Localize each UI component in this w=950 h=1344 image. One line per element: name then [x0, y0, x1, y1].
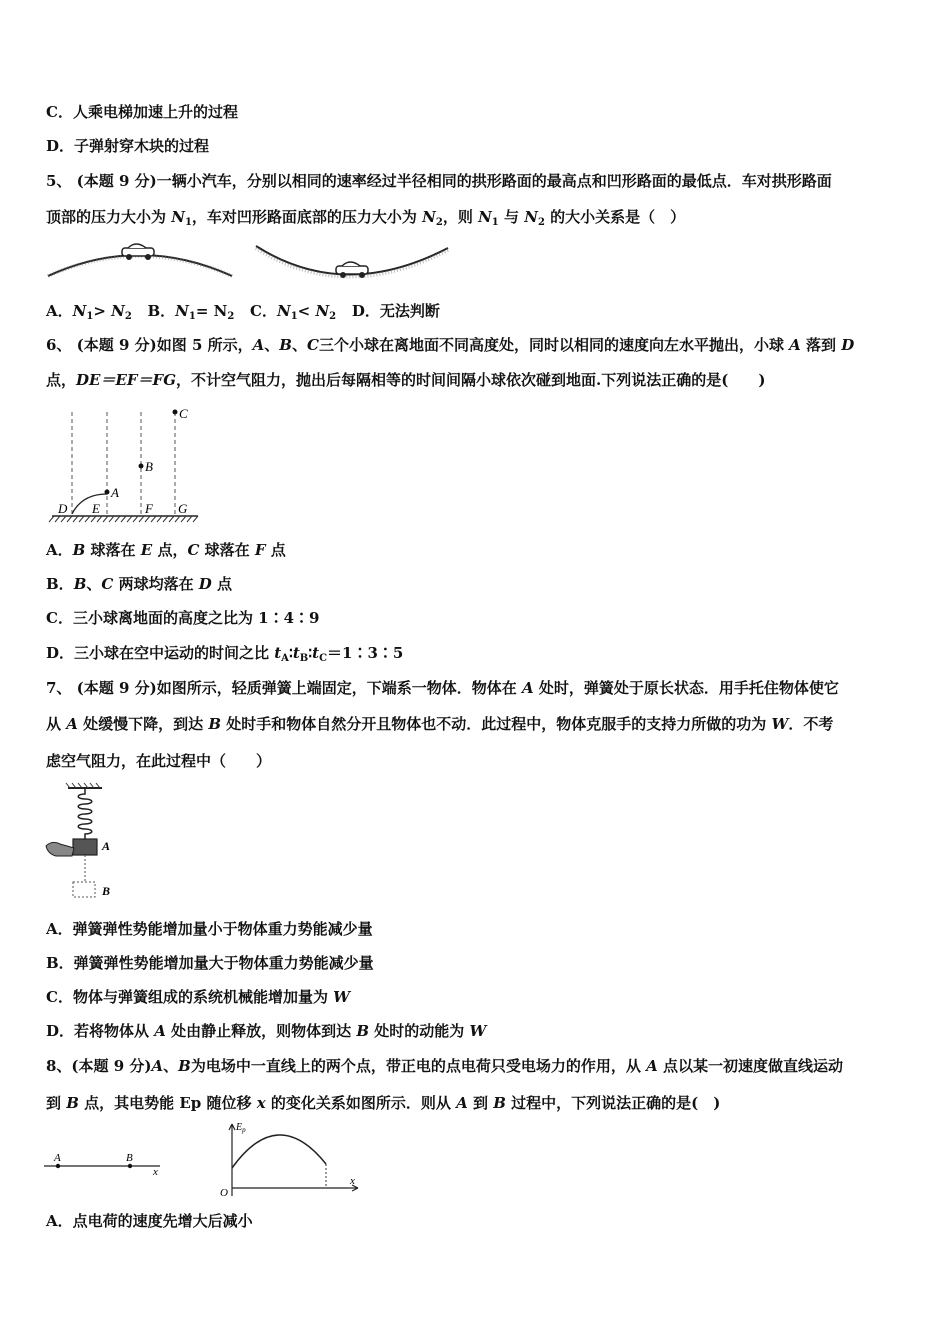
q7-stem-line-1: 7、 (本题 9 分)如图所示，轻质弹簧上端固定，下端系一物体．物体在 A 处时，弹簧处于原长状态．用手托住物体使它 [46, 679, 839, 697]
q6-option-a: A．B 球落在 E 点，C 球落在 F 点 [46, 541, 286, 559]
label-c: C [179, 406, 188, 421]
q5-stem-line-1: 5、 (本题 9 分)一辆小汽车，分别以相同的速率经过半径相同的拱形路面的最高点和凹形路面的最低点．车对拱形路面 [46, 172, 832, 190]
q5-options: A．$N_1> N_2$ B．$N_1= N_2$ C．$N_1< N_2$ D．无法判断 [46, 302, 440, 322]
x-axis-label: x [153, 1166, 158, 1178]
point-b-label: B [126, 1152, 133, 1164]
label-d: D [58, 501, 68, 516]
q4-option-d: D．子弹射穿木块的过程 [46, 137, 210, 155]
q5-stem-line-2: 顶部的压力大小为 $N_1$，车对凹形路面底部的压力大小为 $N_2$，则 $N_1$ 与 $N_2$ 的大小关系是（ ） [46, 208, 686, 228]
q7-option-a: A．弹簧弹性势能增加量小于物体重力势能减少量 [46, 920, 373, 938]
origin-label: O [220, 1187, 228, 1199]
q7-option-c: C．物体与弹簧组成的系统机械能增加量为 W [46, 988, 351, 1006]
car-icon [336, 262, 368, 278]
ep-x-graph [216, 1120, 366, 1202]
q6-option-c: C．三小球离地面的高度之比为 1∶4∶9 [46, 609, 320, 627]
spring-figure [42, 782, 122, 906]
ep-axis-label: $E_p$ [236, 1122, 246, 1134]
q8-stem-line-2: 到 B 点，其电势能 Ep 随位移 x 的变化关系如图所示．则从 A 到 B 过程中，下列说法正确的是( ) [46, 1094, 721, 1112]
label-f: F [145, 501, 153, 516]
q7-option-b: B．弹簧弹性势能增加量大于物体重力势能减少量 [46, 954, 374, 972]
label-a: A [111, 485, 119, 500]
projectile-figure [46, 402, 206, 526]
spring-label-a: A [102, 839, 111, 853]
hand-icon [46, 842, 74, 856]
q6-option-b: B．B、C 两球均落在 D 点 [46, 575, 233, 593]
line-ab-figure [42, 1148, 172, 1178]
spring-label-b: B [102, 884, 111, 898]
point-a-label: A [54, 1152, 61, 1164]
q7-stem-line-2: 从 A 处缓慢下降，到达 B 处时手和物体自然分开且物体也不动．此过程中，物体克服手的支持力所做的功为 W．不考 [46, 715, 834, 733]
q8-option-a: A．点电荷的速度先增大后减小 [46, 1212, 253, 1230]
q4-option-c: C．人乘电梯加速上升的过程 [46, 103, 238, 121]
label-b: B [145, 459, 153, 474]
label-g: G [178, 501, 188, 516]
ep-curve [232, 1135, 326, 1168]
q6-stem-line-1: 6、 (本题 9 分)如图 5 所示，A、B、C三个小球在离地面不同高度处，同时以相同的速度向左水平抛出，小球 A 落到 D [46, 336, 855, 354]
car-icon [122, 244, 154, 260]
label-e: E [92, 501, 100, 516]
arch-and-valley-road-figure [44, 236, 454, 286]
q7-stem-line-3: 虑空气阻力，在此过程中（ ） [46, 752, 272, 770]
q7-option-d: D．若将物体从 A 处由静止释放，则物体到达 B 处时的动能为 W [46, 1022, 487, 1040]
q6-stem-line-2: 点，DE＝EF＝FG，不计空气阻力，抛出后每隔相等的时间间隔小球依次碰到地面.下列说法正确的是( ) [46, 371, 766, 389]
q6-option-d: D．三小球在空中运动的时间之比 $t_A∶t_B∶t_C=1∶3∶5$ [46, 644, 404, 664]
graph-x-label: x [350, 1175, 355, 1187]
q8-stem-line-1: 8、(本题 9 分)A、B为电场中一直线上的两个点，带正电的点电荷只受电场力的作用，从 A 点以某一初速度做直线运动 [46, 1057, 843, 1075]
